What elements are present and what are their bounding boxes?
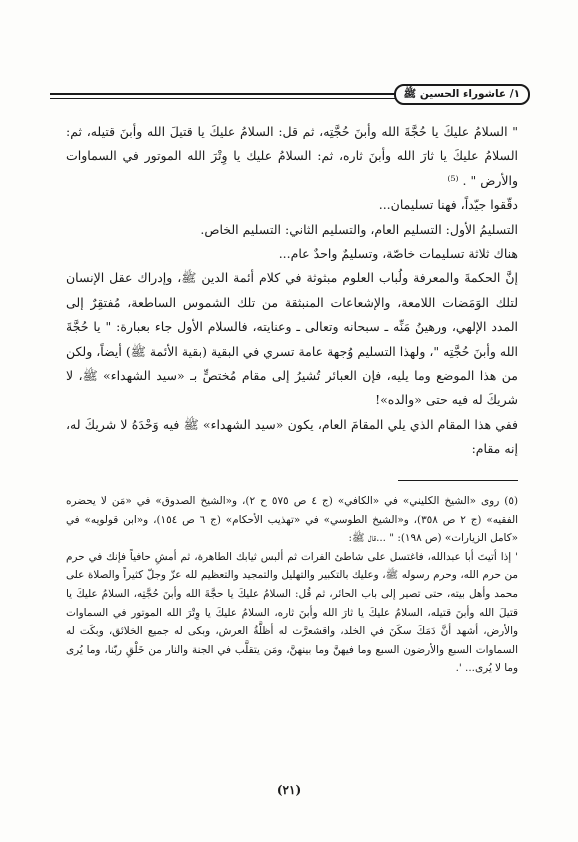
page-number: (٢١) xyxy=(276,783,302,797)
paragraph: ففي هذا المقام الذي يلي المقامَ العام، يكون «سيد الشهداء» ﷺ فيه وَحْدَهُ لا شريكَ له، إنه مقام: xyxy=(66,416,518,457)
running-header xyxy=(50,84,528,104)
paragraph: التسليمُ الأول: التسليم العام، والتسليم الثاني: التسليم الخاص. xyxy=(200,221,518,237)
paragraph: دقّقوا جيّداً، فهنا تسليمان... xyxy=(378,197,518,213)
footnote-quote: ' إذا أتيتَ أبا عبدالله، فاغتسل على شاطئ الفرات ثم ألبس ثيابك الطاهرة، ثم أمشِ حافياً فإنك في حرم من حرم الله، وحرم رسوله ﷺ، وعليك بالتكبير والتهليل والتمجيد والتعظيم لله عزّ وجلّ كثيراً والصلاة على محمد وأهل بيته، حتى تصير إلى باب الحائر، ثم قُل: السلامُ عليكَ يا حجَّةَ الله وأبنَ حُجَّتِه، السلامُ عليكَ يا قتيلَ الله وأبنَ قتيله، السلامُ عليكَ يا ثارَ الله وأبنَ ثاره، السلامُ عليكَ يا وِتْرَ الله الموتور في السماوات والأرض، أشهد أنَّ دَمَكَ سكَنَ في الخلد، واقشعرَّت له أظلَّةُ العرش، وبكى له جميع الخلائق، وبكَت له السماوات السبع والأرضون السبع وما فيهنَّ وما بينهنَّ، ومَن يتقلَّب في الجنة والنار من خَلْقِ ربّنا، وما يُرى وما لا يُرى... '. xyxy=(66,550,518,675)
footnote-divider xyxy=(398,480,518,481)
main-text xyxy=(66,120,518,462)
footnotes xyxy=(66,492,518,678)
paragraph: " السلامُ عليكَ يا حُجَّةَ الله وأبنَ حُجَّتِه، ثم قل: السلامُ عليكَ يا قتيلَ الله وأبنَ قتيله، ثم: السلامُ عليكَ يا ثارَ الله وأبنَ ثاره، ثم: السلامُ عليك يا وِتْرَ الله الموتور في السماوات والأرض " . ⁽⁵⁾ xyxy=(66,124,518,188)
footnote-5: (٥) روى «الشيخ الكليني» في «الكافي» (ج ٤ ص ٥٧٥ ح ٢)، و«الشيخ الصدوق» في «مَن لا يحضره الفقيه» (ج ٢ ص ٣٥٨)، و«الشيخ الطوسي» في «تهذيب الأحكام» (ج ٦ ص ١٥٤)، و«ابن قولويه» في «كامل الزيارات» (ص ١٩٨): " ...قال ﷺ: xyxy=(66,495,518,545)
running-title: ١/ عاشوراء الحسين ﷺ xyxy=(394,84,530,105)
paragraph: إنَّ الحكمةَ والمعرفة ولُباب العلوم مبثوثة في كلام أئمة الدين ﷺ، وإدراك عقل الإنسان لتلك الوَمَضات اللامعة، والإشعاعات المنبثقة من تلك الشموس الساطعة، مُفتقِرٌ إلى المدد الإلهي، ورهينُ مَنِّه ـ سبحانه وتعالى ـ وعنايته، فالسلام الأول جاء بعبارة: " يا حُجَّةَ الله وأبنَ حُجَّتِه "، ولهذا التسليم وُجهة عامة تسري في البقية (بقية الأئمة ﷺ) أيضاً، ولكن من هذا الموضع وما يليه، فإن العبائر تُشيرُ إلى مقام مُختصٍّ بـ «سيد الشهداء» ﷺ، لا شريكَ له فيه حتى «والده»! xyxy=(66,270,518,408)
paragraph: هناك ثلاثة تسليمات خاصّة، وتسليمٌ واحدٌ عام... xyxy=(278,246,518,262)
